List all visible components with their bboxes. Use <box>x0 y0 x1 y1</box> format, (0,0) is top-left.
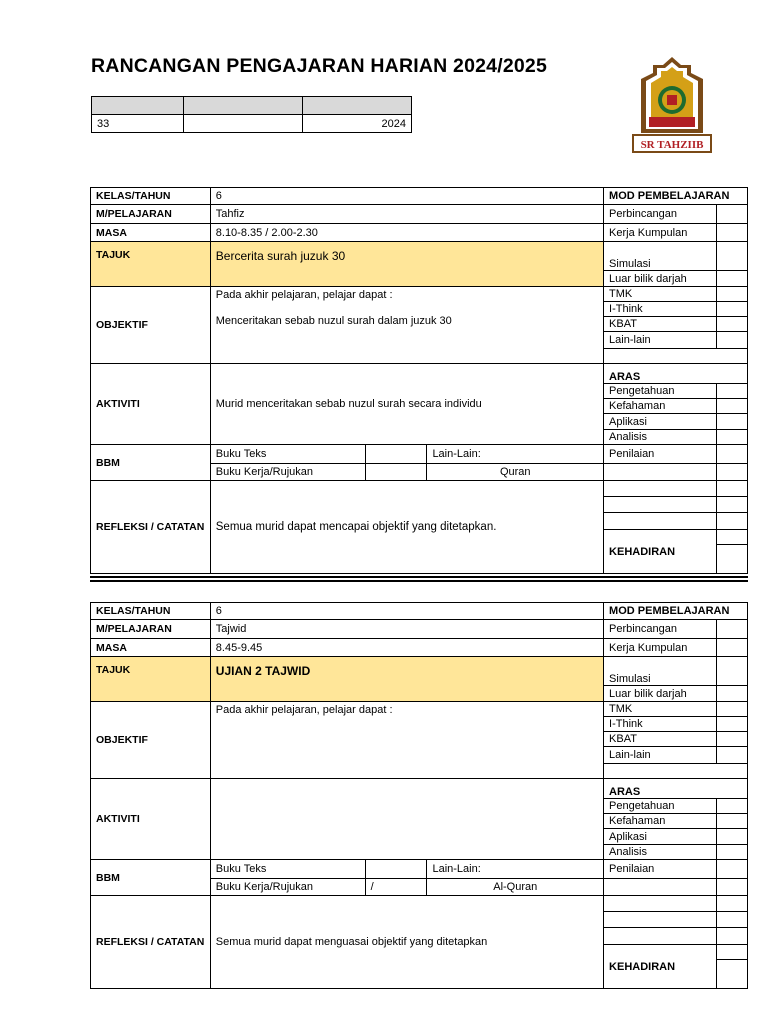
aktiviti-value[interactable] <box>210 779 603 860</box>
school-logo-icon <box>631 55 713 154</box>
blank-cell <box>604 513 717 530</box>
blank-checkbox[interactable] <box>717 896 748 912</box>
kelas-value[interactable]: 6 <box>210 603 603 620</box>
aras-checkbox[interactable] <box>717 384 748 399</box>
aktiviti-label: AKTIVITI <box>91 779 211 860</box>
aktiviti-label: AKTIVITI <box>91 364 211 445</box>
blank-cell <box>604 497 717 513</box>
objektif-value: Menceritakan sebab nuzul surah dalam juzuk 30 <box>215 315 452 327</box>
blank-checkbox[interactable] <box>717 928 748 945</box>
page-title: RANCANGAN PENGAJARAN HARIAN 2024/2025 <box>91 55 548 77</box>
objektif-cell[interactable] <box>210 287 603 364</box>
refleksi-value[interactable]: Semua murid dapat mencapai objektif yang ditetapkan. <box>210 481 603 574</box>
aras-item: Pengetahuan <box>604 799 717 814</box>
bbm-buku-teks-mark[interactable] <box>365 860 427 879</box>
objektif-cell[interactable] <box>210 702 603 779</box>
penilaian-checkbox[interactable] <box>717 445 748 464</box>
mod-item: TMK <box>604 702 717 717</box>
meta-cell[interactable] <box>92 97 184 115</box>
blank-cell <box>604 928 717 945</box>
bbm-lain-value[interactable]: Quran <box>427 464 604 481</box>
tajuk-value[interactable]: UJIAN 2 TAJWID <box>210 657 603 702</box>
mod-item: Perbincangan <box>604 205 717 224</box>
blank-checkbox[interactable] <box>717 481 748 497</box>
blank-checkbox[interactable] <box>717 464 748 481</box>
blank-cell <box>604 912 717 928</box>
aras-checkbox[interactable] <box>717 799 748 814</box>
section-divider <box>90 580 748 582</box>
mod-checkbox[interactable] <box>717 271 748 287</box>
aras-item: Kefahaman <box>604 399 717 414</box>
bbm-buku-teks-mark[interactable] <box>365 445 427 464</box>
mod-checkbox[interactable] <box>717 287 748 302</box>
bbm-lain-label: Lain-Lain: <box>427 445 604 464</box>
aras-checkbox[interactable] <box>717 414 748 430</box>
blank-checkbox[interactable] <box>717 530 748 545</box>
blank-checkbox[interactable] <box>717 912 748 928</box>
tajuk-label: TAJUK <box>91 657 211 702</box>
bbm-label: BBM <box>91 860 211 896</box>
mod-checkbox[interactable] <box>717 702 748 717</box>
lesson-plan-table-2 <box>90 602 748 989</box>
logo-text: SR TAHZIIB <box>640 139 704 151</box>
meta-cell[interactable] <box>303 97 412 115</box>
year-cell[interactable]: 2024 <box>303 115 412 133</box>
blank-cell <box>604 481 717 497</box>
kelas-label: KELAS/TAHUN <box>91 603 211 620</box>
aras-checkbox[interactable] <box>717 399 748 414</box>
lesson-plan-table-1 <box>90 187 748 574</box>
mod-title: MOD PEMBELAJARAN <box>604 603 748 620</box>
mod-item: I-Think <box>604 302 717 317</box>
mod-checkbox[interactable] <box>717 224 748 242</box>
mod-checkbox[interactable] <box>717 317 748 332</box>
mod-checkbox[interactable] <box>717 747 748 764</box>
bbm-buku-kerja-mark[interactable] <box>365 464 427 481</box>
refleksi-value[interactable]: Semua murid dapat menguasai objektif yang ditetapkan <box>210 896 603 989</box>
mp-label: M/PELAJARAN <box>91 205 211 224</box>
tajuk-value[interactable]: Bercerita surah juzuk 30 <box>210 242 603 287</box>
mp-value[interactable]: Tahfiz <box>210 205 603 224</box>
aras-checkbox[interactable] <box>717 845 748 860</box>
aras-item: Pengetahuan <box>604 384 717 399</box>
mod-checkbox[interactable] <box>717 205 748 224</box>
aras-item: Analisis <box>604 430 717 445</box>
mod-item: Luar bilik darjah <box>604 271 717 287</box>
refleksi-label: REFLEKSI / CATATAN <box>91 481 211 574</box>
bbm-buku-teks: Buku Teks <box>210 445 365 464</box>
blank-checkbox[interactable] <box>717 497 748 513</box>
blank-cell <box>604 764 748 779</box>
tajuk-label: TAJUK <box>91 242 211 287</box>
penilaian-label: Penilaian <box>604 445 717 464</box>
masa-label: MASA <box>91 639 211 657</box>
penilaian-checkbox[interactable] <box>717 860 748 879</box>
mod-checkbox[interactable] <box>717 732 748 747</box>
mp-label: M/PELAJARAN <box>91 620 211 639</box>
aras-checkbox[interactable] <box>717 430 748 445</box>
bbm-lain-value[interactable]: Al-Quran <box>427 879 604 896</box>
kehadiran-label: KEHADIRAN <box>604 530 717 574</box>
mod-item: Simulasi <box>604 657 717 686</box>
penilaian-label: Penilaian <box>604 860 717 879</box>
aras-item: Analisis <box>604 845 717 860</box>
aktiviti-value[interactable]: Murid menceritakan sebab nuzul surah secara individu <box>210 364 603 445</box>
kelas-label: KELAS/TAHUN <box>91 188 211 205</box>
blank-checkbox[interactable] <box>717 945 748 960</box>
kehadiran-value[interactable] <box>717 960 748 989</box>
objektif-intro: Pada akhir pelajaran, pelajar dapat : <box>215 289 393 301</box>
mp-value[interactable]: Tajwid <box>210 620 603 639</box>
blank-checkbox[interactable] <box>717 879 748 896</box>
blank-cell <box>604 349 748 364</box>
aras-item: Kefahaman <box>604 814 717 829</box>
mod-item: I-Think <box>604 717 717 732</box>
section-divider <box>90 576 748 578</box>
meta-cell[interactable] <box>183 115 303 133</box>
mod-checkbox[interactable] <box>717 620 748 639</box>
mod-item: Kerja Kumpulan <box>604 639 717 657</box>
masa-label: MASA <box>91 224 211 242</box>
aras-title: ARAS <box>604 364 748 384</box>
mod-item: TMK <box>604 287 717 302</box>
aras-checkbox[interactable] <box>717 829 748 845</box>
aras-item: Aplikasi <box>604 829 717 845</box>
blank-checkbox[interactable] <box>717 513 748 530</box>
mod-item: KBAT <box>604 732 717 747</box>
blank-cell <box>604 464 717 481</box>
masa-value[interactable]: 8.10-8.35 / 2.00-2.30 <box>210 224 603 242</box>
objektif-label: OBJEKTIF <box>91 702 211 779</box>
bbm-buku-teks: Buku Teks <box>210 860 365 879</box>
aras-title: ARAS <box>604 779 748 799</box>
mod-checkbox[interactable] <box>717 639 748 657</box>
mod-item: Kerja Kumpulan <box>604 224 717 242</box>
aras-checkbox[interactable] <box>717 814 748 829</box>
masa-value[interactable]: 8.45-9.45 <box>210 639 603 657</box>
mod-item: Simulasi <box>604 242 717 271</box>
mod-checkbox[interactable] <box>717 686 748 702</box>
mod-checkbox[interactable] <box>717 242 748 271</box>
kelas-value[interactable]: 6 <box>210 188 603 205</box>
mod-checkbox[interactable] <box>717 717 748 732</box>
week-cell[interactable]: 33 <box>92 115 184 133</box>
objektif-label: OBJEKTIF <box>91 287 211 364</box>
bbm-label: BBM <box>91 445 211 481</box>
aras-item: Aplikasi <box>604 414 717 430</box>
mod-checkbox[interactable] <box>717 657 748 686</box>
kehadiran-value[interactable] <box>717 545 748 574</box>
mod-item: Lain-lain <box>604 332 717 349</box>
bbm-buku-kerja-mark[interactable]: / <box>365 879 427 896</box>
refleksi-label: REFLEKSI / CATATAN <box>91 896 211 989</box>
mod-title: MOD PEMBELAJARAN <box>604 188 748 205</box>
bbm-lain-label: Lain-Lain: <box>427 860 604 879</box>
mod-item: Perbincangan <box>604 620 717 639</box>
mod-item: KBAT <box>604 317 717 332</box>
meta-cell[interactable] <box>183 97 303 115</box>
bbm-buku-kerja: Buku Kerja/Rujukan <box>210 879 365 896</box>
meta-table <box>91 96 412 133</box>
kehadiran-label: KEHADIRAN <box>604 945 717 989</box>
mod-checkbox[interactable] <box>717 332 748 349</box>
mod-item: Lain-lain <box>604 747 717 764</box>
objektif-intro: Pada akhir pelajaran, pelajar dapat : <box>215 704 393 716</box>
mod-item: Luar bilik darjah <box>604 686 717 702</box>
blank-cell <box>604 896 717 912</box>
mod-checkbox[interactable] <box>717 302 748 317</box>
bbm-buku-kerja: Buku Kerja/Rujukan <box>210 464 365 481</box>
blank-cell <box>604 879 717 896</box>
